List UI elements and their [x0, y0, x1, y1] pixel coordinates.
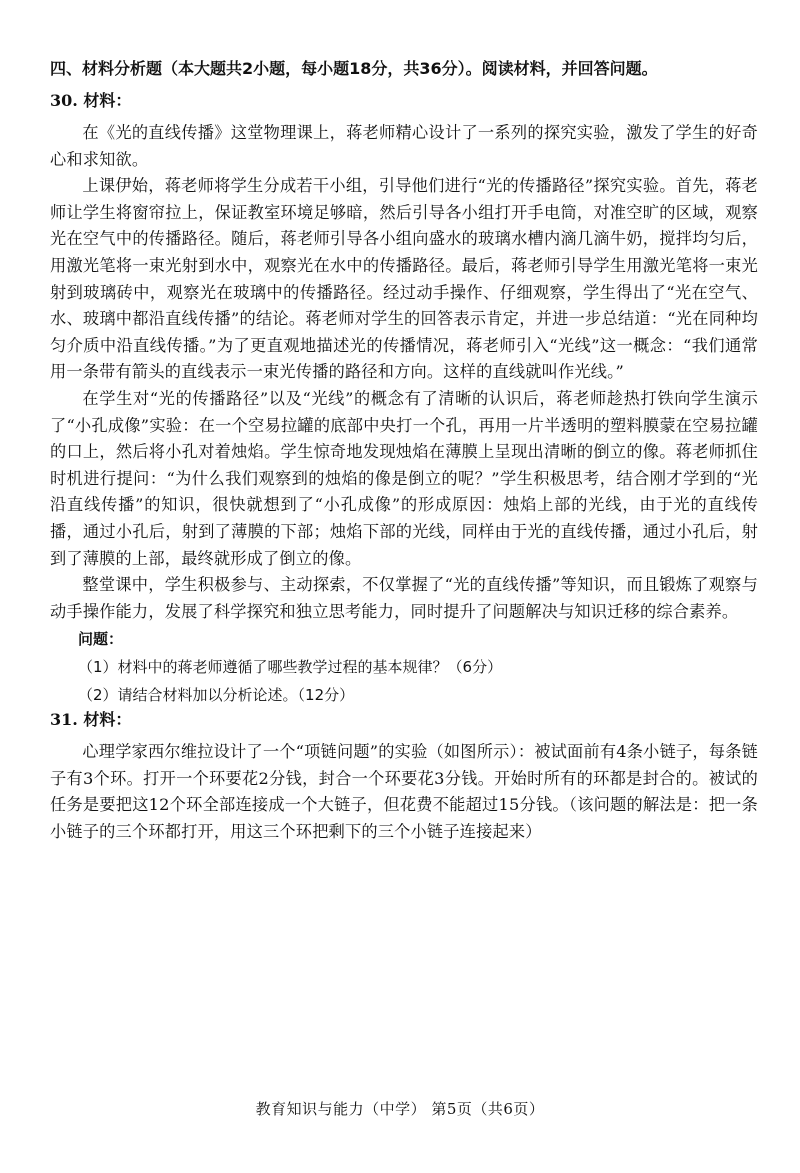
- q30-paragraph-4: 整堂课中，学生积极参与、主动探索，不仅掌握了“光的直线传播”等知识，而且锻炼了观察与动手操作能力，发展了科学探究和独立思考能力，同时提升了问题解决与知识迁移的综合素养。: [50, 575, 758, 621]
- q31-paragraph-1: 心理学家西尔维拉设计了一个“项链问题”的实验（如图所示）：被试面前有4条小链子，每条链子有3个环。打开一个环要花2分钱，封合一个环要花3分钱。开始时所有的环都是封合的。被试的任务是要把这12个环全部连接成一个大链子，但花费不能超过15分钱。（该问题的解法是：把一条小链子的三个环都打开，用这三个环把剩下的三个小链子连接起来）: [50, 742, 758, 842]
- section-heading: 四、材料分析题（本大题共2小题，每小题18分，共36分）。阅读材料，并回答问题。: [50, 59, 658, 78]
- q30-paragraph-2: 上课伊始，蒋老师将学生分成若干小组，引导他们进行“光的传播路径”探究实验。首先，蒋老师让学生将窗帘拉上，保证教室环境足够暗，然后引导各小组打开手电筒，对准空旷的区域，观察光在空气中的传播路径。随后，蒋老师引导各小组向盛水的玻璃水槽内滴几滴牛奶，搅拌均匀后，用激光笔将一束光射到水中，观察光在水中的传播路径。最后，蒋老师引导学生用激光笔将一束光射到玻璃砖中，观察光在玻璃中的传播路径。经过动手操作、仔细观察，学生得出了“光在空气、水、玻璃中都沿直线传播”的结论。蒋老师对学生的回答表示肯定，并进一步总结道：“光在同种均匀介质中沿直线传播。”为了更直观地描述光的传播情况，蒋老师引入“光线”这一概念：“我们通常用一条带有箭头的直线表示一束光传播的路径和方向。这样的直线就叫作光线。”: [50, 176, 758, 382]
- q30-question-1: （1）材料中的蒋老师遵循了哪些教学过程的基本规律？（6分）: [78, 658, 503, 677]
- q30-questions-label: 问题：: [78, 630, 124, 649]
- question-30: [50, 90, 758, 709]
- q30-paragraph-3: 在学生对“光的传播路径”以及“光线”的概念有了清晰的认识后，蒋老师趁热打铁向学生演示了“小孔成像”实验：在一个空易拉罐的底部中央打一个孔，再用一片半透明的塑料膜蒙在空易拉罐的口上，然后将小孔对着烛焰。学生惊奇地发现烛焰在薄膜上呈现出清晰的倒立的像。蒋老师抓住时机进行提问：“为什么我们观察到的烛焰的像是倒立的呢？”学生积极思考，结合刚才学到的“光沿直线传播”的知识，很快就想到了“小孔成像”的形成原因：烛焰上部的光线，由于光的直线传播，通过小孔后，射到了薄膜的下部；烛焰下部的光线，同样由于光的直线传播，通过小孔后，射到了薄膜的上部，最终就形成了倒立的像。: [50, 388, 758, 568]
- question-30-number: 30. 材料：: [50, 91, 132, 110]
- page-footer: 教育知识与能力（中学） 第5页（共6页）: [255, 1100, 545, 1118]
- q30-question-2: （2）请结合材料加以分析论述。（12分）: [78, 686, 355, 705]
- question-31-number: 31. 材料：: [50, 710, 132, 730]
- question-31: [50, 709, 758, 845]
- q30-paragraph-1: 在《光的直线传播》这堂物理课上，蒋老师精心设计了一系列的探究实验，激发了学生的好奇心和求知欲。: [50, 123, 758, 169]
